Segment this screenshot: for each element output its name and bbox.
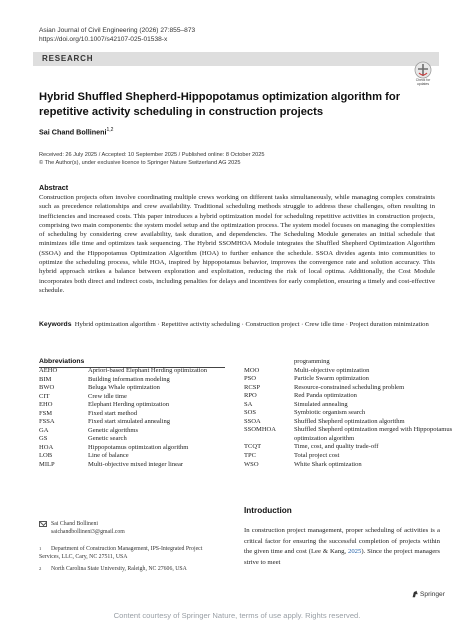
courtesy-notice: Content courtesy of Springer Nature, terms of use apply. Rights reserved. — [113, 611, 361, 620]
abbreviation-row — [244, 401, 454, 410]
journal-citation: Asian Journal of Civil Engineering (2026) 27:855–873 — [39, 27, 196, 34]
abbreviation-term: FSSA — [39, 418, 55, 426]
abbreviation-definition: Simulated annealing — [294, 400, 348, 408]
publication-dates — [39, 151, 264, 167]
abbreviation-row — [244, 384, 454, 393]
abbreviation-row — [244, 358, 454, 367]
intro-text-end: ). Since the project managers strive to meet — [244, 548, 440, 566]
abbreviation-definition: Fixed start method — [88, 409, 138, 417]
abbreviation-term: SSOA — [244, 417, 261, 425]
abbreviation-row — [39, 452, 226, 461]
springer-horse-icon — [411, 590, 419, 598]
abbreviation-definition: White Shark optimization — [294, 460, 362, 468]
abbreviation-definition: Building information modeling — [88, 375, 170, 383]
abbreviation-term: BIM — [39, 375, 52, 383]
abbreviation-row — [39, 418, 226, 427]
history-dates: Received: 26 July 2025 / Accepted: 10 September 2025 / Published online: 8 October 2025 — [39, 152, 265, 158]
crossmark-label-1: Check for — [415, 78, 431, 82]
abbreviation-term: LOB — [39, 452, 53, 460]
abbreviation-row — [244, 461, 454, 470]
abbreviation-definition: Time, cost, and quality trade-off — [294, 443, 379, 451]
abbreviation-definition: Elephant Herding optimization — [88, 401, 170, 409]
abbreviation-term: GA — [39, 426, 49, 434]
abbreviation-row — [39, 376, 226, 385]
section-label: RESEARCH — [42, 54, 94, 63]
abbreviation-term: SA — [244, 400, 253, 408]
abbreviation-term: MILP — [39, 461, 55, 469]
copyright-line: © The Author(s), under exclusive licence to Springer Nature Switzerland AG 2025 — [39, 160, 241, 166]
affiliation-footnote-2 — [39, 565, 219, 573]
abbreviation-definition: Resource-constrained scheduling problem — [294, 383, 405, 391]
doi-link[interactable]: https://doi.org/10.1007/s42107-025-01538-x — [39, 36, 168, 43]
abbreviation-row — [244, 375, 454, 384]
section-bar — [33, 52, 439, 66]
publisher-mark — [411, 590, 445, 598]
abbreviation-term — [244, 358, 294, 367]
abbreviation-term: AEHO — [39, 367, 58, 374]
abbreviation-row — [244, 426, 454, 443]
citation-link[interactable]: 2025 — [347, 548, 362, 555]
abbreviation-row — [39, 401, 226, 410]
abbreviation-definition: Symbiotic organism search — [294, 409, 366, 417]
abbreviation-row — [39, 461, 226, 470]
abbreviation-definition: Red Panda optimization — [294, 392, 357, 400]
abbreviations-heading: Abbreviations — [39, 358, 85, 365]
abbreviation-term: SOS — [244, 409, 257, 417]
abbreviation-row — [39, 393, 226, 402]
footnote-number-2: 2 — [39, 566, 42, 571]
abstract-text: Construction projects often involve coordinating multiple crews working on different tasks simultaneously, while managing complex constraints such as precedence relationships and crew availability. Traditional scheduling methods struggle to address these challenges, often resulting in inefficiencies and increased costs. This paper introduces a hybrid optimization model for scheduling repetitive activities in construction projects, comprising two main components: the system model setup and the optimization process. The system model focuses on managing the complexities of scheduling by considering crew availability, task duration, and dependencies. The Scheduling Module generates an initial schedule that minimizes idle time and optimizes task sequencing. The Hybrid SSOMHOA Module integrates the Shuffled Shepherd Optimization Algorithm (SSOA) and the Hippopotamus Optimization Algorithm (HOA) to further enhance the schedule. SSOA divides agents into communities to optimize the scheduling process, while HOA, inspired by hippopotamus behavior, improves the convergence rate and solution accuracy. This hybrid approach strikes a balance between exploration and exploitation, reducing the risk of local optima. Additionally, the Cost Module incorporates both direct and indirect costs, including penalties for delays and incentives for early completion, ensuring a timely and cost-effective schedule. — [39, 194, 435, 294]
abbreviation-term: MOO — [244, 366, 260, 374]
abbreviation-term: TCQT — [244, 443, 262, 451]
abbreviation-term: FSM — [39, 409, 53, 417]
keywords-heading: Keywords — [39, 321, 72, 328]
abbreviation-row — [39, 367, 226, 376]
journal-header — [39, 26, 195, 44]
abbreviation-row — [39, 444, 226, 453]
abbreviation-term: RPO — [244, 392, 257, 400]
abbreviation-row — [39, 410, 226, 419]
author-line — [39, 127, 113, 136]
contact-footnote — [39, 520, 125, 536]
contact-name: Sai Chand Bollineni — [51, 521, 99, 527]
abbreviation-term: CIT — [39, 392, 50, 400]
footnote-number-1: 1 — [39, 546, 42, 551]
keywords-text: Hybrid optimization algorithm · Repetitive activity scheduling · Construction project · Crew idle time · Project duration minimization — [74, 321, 429, 328]
abbreviations-table-left — [39, 367, 226, 470]
author-name[interactable]: Sai Chand Bollineni — [39, 127, 107, 137]
author-affiliation-marks: 1,2 — [106, 127, 114, 133]
abbreviation-definition: Multi-objective optimization — [294, 366, 370, 374]
abbreviation-term: SSOMHOA — [244, 426, 277, 434]
intro-text-start: In construction project management, proper scheduling of activities is a critical factor for ensuring the successful completion of projects within the given time and cost (Lee & Kang, — [244, 527, 440, 555]
abbreviation-definition: Line of balance — [88, 452, 129, 460]
abbreviation-term: TPC — [244, 452, 257, 460]
publisher-name: Springer — [420, 590, 445, 598]
abbreviation-definition: Hippopotamus optimization algorithm — [88, 443, 189, 451]
abbreviation-term: GS — [39, 435, 48, 443]
abbreviation-definition: programming — [294, 358, 330, 365]
abbreviation-row — [244, 409, 454, 418]
crossmark-badge[interactable] — [413, 61, 433, 87]
abbreviation-definition: Shuffled Shepherd optimization merged with Hippopotamus optimization algorithm — [294, 426, 453, 442]
abbreviation-row — [244, 367, 454, 376]
abbreviation-definition: Beluga Whale optimization — [88, 384, 160, 392]
abbreviation-term: HOA — [39, 443, 54, 451]
abbreviation-term: PSO — [244, 375, 257, 383]
affiliation-2: North Carolina State University, Raleigh, NC 27606, USA — [51, 566, 187, 572]
abbreviation-row — [244, 443, 454, 452]
abbreviation-row — [39, 427, 226, 436]
abbreviation-row — [39, 384, 226, 393]
abbreviation-term: WSO — [244, 460, 259, 468]
abbreviation-definition: Genetic algorithms — [88, 426, 138, 434]
abbreviation-row — [244, 392, 454, 401]
article-title: Hybrid Shuffled Shepherd-Hippopotamus optimization algorithm for repetitive activity scheduling in construction projects — [39, 91, 401, 118]
abbreviation-definition: Particle Swarm optimization — [294, 375, 369, 383]
crossmark-label-2: updates — [416, 81, 430, 86]
abbreviation-definition: Crew idle time — [88, 392, 127, 400]
abbreviation-definition: Multi-objective mixed integer linear — [88, 461, 184, 469]
abbreviations-table-right — [244, 358, 454, 469]
introduction-text — [244, 526, 440, 568]
abbreviation-term: RCSP — [244, 383, 261, 391]
abbreviation-row — [244, 418, 454, 427]
abbreviation-definition: Fixed start simulated annealing — [88, 418, 170, 426]
abbreviation-definition: Total project cost — [294, 452, 340, 460]
abbreviation-term: BWO — [39, 384, 55, 392]
abbreviation-term: EHO — [39, 401, 53, 409]
contact-email[interactable]: saichandbollineni3@gmail.com — [51, 529, 125, 535]
abbreviation-definition: Apriori-based Elephant Herding optimization — [88, 367, 208, 374]
introduction-heading: Introduction — [244, 506, 292, 515]
envelope-icon — [39, 521, 47, 527]
abbreviation-row — [244, 452, 454, 461]
abstract-heading: Abstract — [39, 183, 69, 192]
keywords-line — [39, 320, 435, 329]
abbreviation-definition: Genetic search — [88, 435, 127, 443]
abbreviation-row — [39, 435, 226, 444]
abbreviation-definition: Shuffled Shepherd optimization algorithm — [294, 417, 405, 425]
affiliation-1: Department of Construction Management, IPS-Integrated Project Services, LLC, Cary, NC 27511, USA — [39, 546, 203, 560]
affiliation-footnote-1 — [39, 545, 219, 561]
